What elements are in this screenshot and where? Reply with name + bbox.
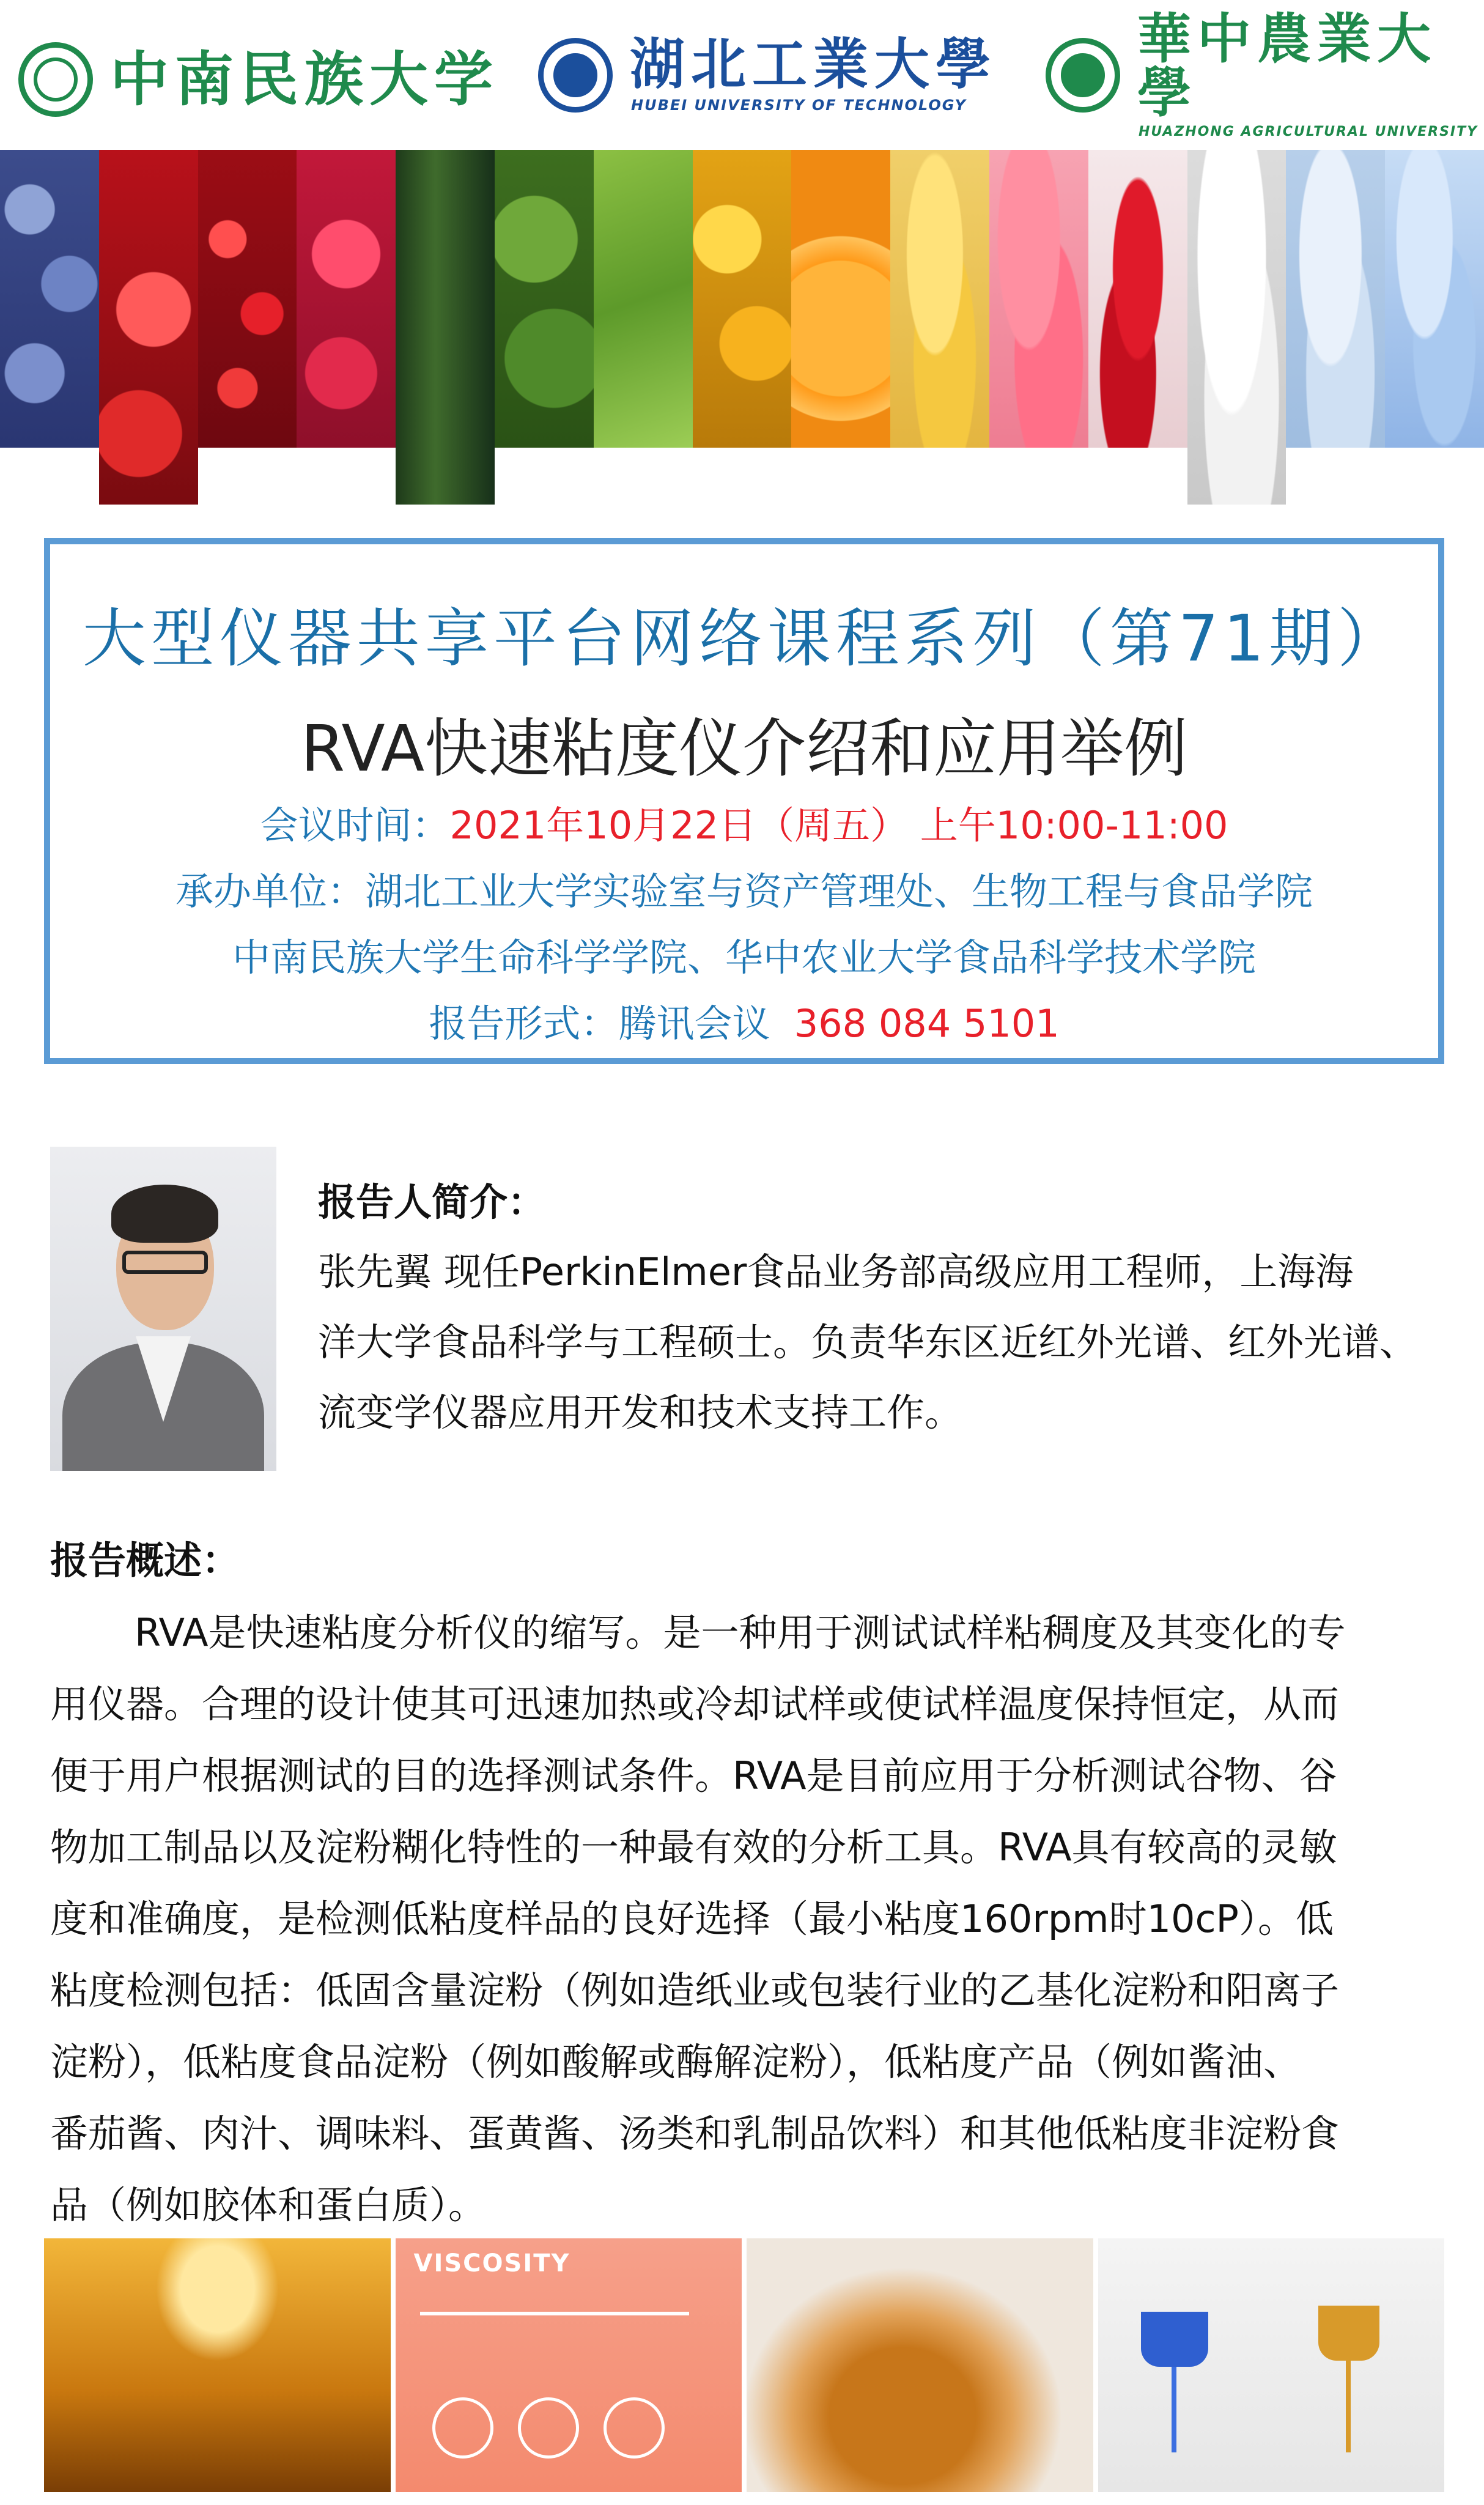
organizer-line-2: 中南民族大学生命科学学院、华中农业大学食品科学技术学院 — [232, 935, 1256, 980]
logo-subtitle: HUBEI UNIVERSITY OF TECHNOLOGY — [631, 97, 967, 114]
meeting-time-line — [50, 795, 1438, 849]
cucumber-image — [396, 150, 495, 505]
meeting-id: 368 084 5101 — [794, 1001, 1060, 1046]
logo-name: 華中農業大學 — [1137, 6, 1438, 124]
logo-name: 湖北工業大學 — [630, 32, 997, 97]
organizer-value-1: 湖北工业大学实验室与资产管理处、生物工程与食品学院 — [365, 869, 1313, 914]
speaker-bio-line: 张先翼 现任PerkinElmer食品业务部高级应用工程师，上海海 — [318, 1249, 1354, 1294]
organizer-label: 承办单位： — [175, 869, 365, 914]
logo-south-central-minzu-university — [18, 34, 499, 125]
university-seal-icon — [1046, 38, 1120, 113]
abstract-line: 品（例如胶体和蛋白质）。 — [50, 2183, 487, 2227]
white-pills-image — [1187, 150, 1287, 505]
pink-tablets-image — [989, 150, 1088, 448]
university-seal-icon — [538, 38, 613, 113]
university-seal-icon — [18, 42, 93, 117]
cherries-image — [99, 150, 198, 505]
abstract-line: 物加工制品以及淀粉糊化特性的一种最有效的分析工具。RVA具有较高的灵敏 — [50, 1825, 1337, 1870]
blue-tablets-image — [1385, 150, 1484, 448]
raspberries-image — [297, 150, 396, 448]
redcurrants-image — [198, 150, 297, 448]
speaker-photo — [50, 1147, 276, 1471]
oil-drop-image — [747, 2238, 1093, 2492]
meeting-time-label: 会议时间： — [260, 803, 450, 848]
softgel-capsules-image — [890, 150, 989, 448]
logo-huazhong-agricultural-university — [1046, 6, 1484, 139]
viscosity-poster-title: VISCOSITY — [413, 2249, 570, 2277]
logo-hubei-university-of-technology — [538, 29, 997, 121]
golden-berries-image — [693, 150, 792, 448]
red-capsules-image — [1088, 150, 1187, 448]
abstract-line: 用仪器。合理的设计使其可迅速加热或冷却试样或使试样温度保持恒定，从而 — [50, 1682, 1340, 1726]
logo-subtitle: HUAZHONG AGRICULTURAL UNIVERSITY — [1139, 124, 1478, 139]
meeting-format-line — [50, 993, 1438, 1048]
course-series-title: 大型仪器共享平台网络课程系列（第71期） — [82, 601, 1406, 676]
meeting-format-value: 腾讯会议 — [618, 1001, 770, 1046]
speaker-bio-line: 流变学仪器应用开发和技术支持工作。 — [318, 1390, 963, 1435]
kale-image — [594, 150, 693, 448]
honey-drip-image — [44, 2238, 391, 2492]
event-title-box — [44, 538, 1444, 1064]
abstract-line: 淀粉），低粘度食品淀粉（例如酸解或酶解淀粉），低粘度产品（例如酱油、 — [50, 2040, 1302, 2084]
meeting-time-value: 2021年10月22日（周五） 上午10:00-11:00 — [449, 803, 1228, 848]
light-blue-tablets-image — [1286, 150, 1385, 448]
speaker-bio-line: 洋大学食品科学与工程硕士。负责华东区近红外光谱、红外光谱、 — [318, 1320, 1418, 1364]
organizer-line-1 — [50, 861, 1438, 916]
bottom-image-row — [44, 2238, 1444, 2492]
broccoli-image — [495, 150, 594, 448]
abstract-line: 度和准确度，是检测低粘度样品的良好选择（最小粘度160rpm时10cP）。低 — [50, 1896, 1334, 1941]
logo-name: 中南民族大学 — [110, 45, 499, 114]
blueberries-image — [0, 150, 99, 448]
speaker-heading: 报告人简介： — [318, 1180, 546, 1224]
abstract-line: RVA是快速粘度分析仪的缩写。是一种用于测试试样粘稠度及其变化的专 — [50, 1610, 1346, 1655]
abstract-heading: 报告概述： — [50, 1538, 240, 1583]
viscosity-poster-image — [396, 2238, 742, 2492]
abstract-line: 粘度检测包括：低固含量淀粉（例如造纸业或包装行业的乙基化淀粉和阳离子 — [50, 1968, 1340, 2013]
meeting-format-label: 报告形式： — [429, 1001, 619, 1046]
pouring-liquids-image — [1098, 2238, 1445, 2492]
hero-food-strip — [0, 150, 1484, 505]
abstract-line: 番茄酱、肉汁、调味料、蛋黄酱、汤类和乳制品饮料）和其他低粘度非淀粉食 — [50, 2111, 1340, 2156]
abstract-line: 便于用户根据测试的目的选择测试条件。RVA是目前应用于分析测试谷物、谷 — [50, 1753, 1337, 1798]
orange-slice-image — [791, 150, 890, 448]
lecture-title: RVA快速粘度仪介绍和应用举例 — [300, 711, 1188, 786]
